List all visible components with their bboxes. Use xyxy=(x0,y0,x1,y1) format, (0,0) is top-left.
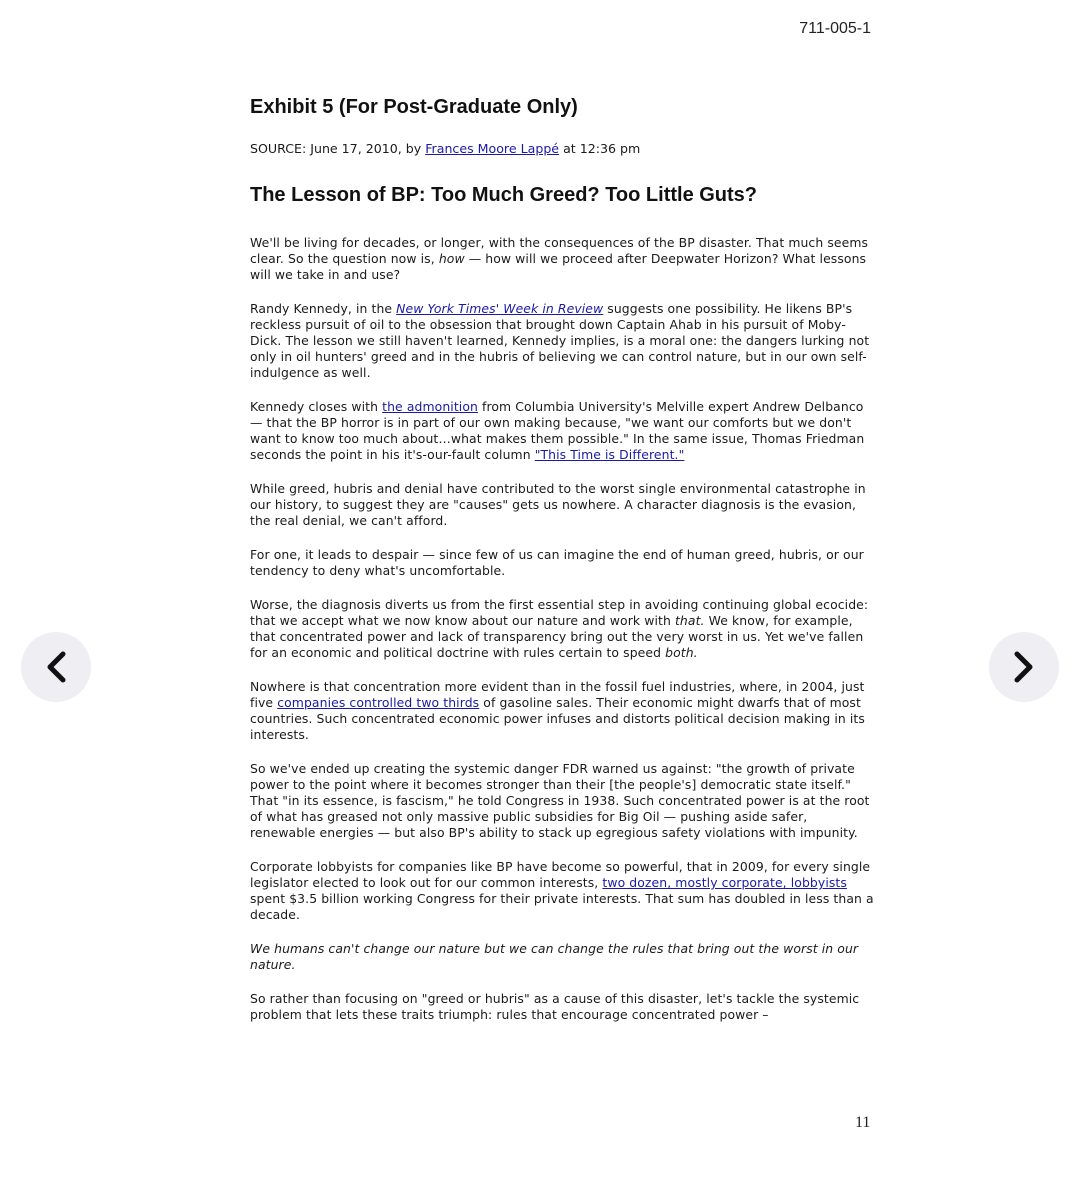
p1-emphasis: how xyxy=(438,251,465,266)
paragraph-6 xyxy=(250,597,874,661)
author-link[interactable]: Frances Moore Lappé xyxy=(425,141,560,156)
paragraph-2 xyxy=(250,301,874,381)
chevron-right-icon xyxy=(1010,649,1038,685)
p6-text-c: We know, for example, that concentrated power and lack of transparency bring out the very worst in us. Yet we've fallen for an economic and political doctrine with rules certain to speed xyxy=(250,613,864,660)
this-time-is-different-link[interactable]: "This Time is Different." xyxy=(534,447,685,462)
document-number: 711-005-1 xyxy=(799,20,871,37)
p2-text-b: suggests one possibility. He likens BP's reckless pursuit of oil to the obsession that brought down Captain Ahab in his pursuit of Moby-Dick. The lesson we still haven't learned, Kennedy implies, is a moral one: the dangers lurking not only in oil hunters' greed and in the hubris of believing we can control nature, but in our own self-indulgence as well. xyxy=(250,301,870,380)
document-page xyxy=(250,96,874,1041)
paragraph-3 xyxy=(250,399,874,463)
nyt-week-in-review-link[interactable] xyxy=(396,301,603,316)
page-number: 11 xyxy=(855,1114,871,1131)
p6-emphasis-both: both. xyxy=(665,645,698,660)
paragraph-11: So rather than focusing on "greed or hubris" as a cause of this disaster, let's tackle the systemic problem that lets these traits triumph: rules that encourage concentrated power – xyxy=(250,991,860,1022)
paragraph-7 xyxy=(250,679,874,743)
p7-text-b: of gasoline sales. Their economic might dwarfs that of most countries. Such concentrated economic power infuses and distorts political decision making in its interests. xyxy=(250,695,865,742)
p1-text-a: We'll be living for decades, or longer, with the consequences of the BP disaster. That much seems clear. So the question now is, xyxy=(250,235,869,266)
next-page-button[interactable] xyxy=(989,632,1059,702)
previous-page-button[interactable] xyxy=(21,632,91,702)
paragraph-1 xyxy=(250,235,874,283)
p6-text-a: Worse, the diagnosis diverts us from the first essential step in avoiding continuing global ecocide: that we accept what we now know about our nature and work with xyxy=(250,597,869,628)
article-title: The Lesson of BP: Too Much Greed? Too Little Guts? xyxy=(250,184,758,206)
p3-text-b: from Columbia University's Melville expert Andrew Delbanco — that the BP horror is in part of our own making because, "we want our comforts but we don't want to know too much about…what makes them possible." In the same issue, Thomas Friedman seconds the point in his it's-our-fault column xyxy=(250,399,865,462)
p6-emphasis-that: that. xyxy=(674,613,705,628)
source-suffix: at 12:36 pm xyxy=(559,141,641,156)
p9-text-b: spent $3.5 billion working Congress for their private interests. That sum has doubled in less than a decade. xyxy=(250,891,874,922)
p2-text-a: Randy Kennedy, in the xyxy=(250,301,397,316)
companies-controlled-link[interactable]: companies controlled two thirds xyxy=(277,695,480,710)
p1-text-c: — how will we proceed after Deepwater Horizon? What lessons will we take in and use? xyxy=(250,251,867,282)
paragraph-5: For one, it leads to despair — since few of us can imagine the end of human greed, hubris, or our tendency to deny what's uncomfortable. xyxy=(250,547,864,578)
source-prefix: SOURCE: June 17, 2010, by xyxy=(250,141,426,156)
paragraph-9 xyxy=(250,859,874,923)
chevron-left-icon xyxy=(42,649,70,685)
p10-italic: We humans can't change our nature but we can change the rules that bring out the worst in our nature. xyxy=(250,941,859,972)
paragraph-8: So we've ended up creating the systemic danger FDR warned us against: "the growth of private power to the point where it becomes stronger than their [the people's] democratic state itself." That "in its essence, is fascism," he told Congress in 1938. Such concentrated power is at the root of what has greased not only massive public subsidies for Big Oil — pushing aside safer, renewable energies — but also BP's ability to stack up egregious safety violations with impunity. xyxy=(250,761,870,840)
admonition-link[interactable]: the admonition xyxy=(382,399,478,414)
paragraph-10 xyxy=(250,941,874,973)
lobbyists-link[interactable]: two dozen, mostly corporate, lobbyists xyxy=(602,875,847,890)
exhibit-title: Exhibit 5 (For Post-Graduate Only) xyxy=(250,96,578,118)
p7-text-a: Nowhere is that concentration more evident than in the fossil fuel industries, where, in 2004, just five xyxy=(250,679,865,710)
p3-text-a: Kennedy closes with xyxy=(250,399,383,414)
paragraph-4: While greed, hubris and denial have contributed to the worst single environmental catastrophe in our history, to suggest they are "causes" gets us nowhere. A character diagnosis is the evasion, the real denial, we can't afford. xyxy=(250,481,866,528)
nyt-link-text[interactable]: New York Times' Week in Review xyxy=(396,301,604,316)
p9-text-a: Corporate lobbyists for companies like BP have become so powerful, that in 2009, for every single legislator elected to look out for our common interests, xyxy=(250,859,871,890)
source-line xyxy=(250,141,874,156)
